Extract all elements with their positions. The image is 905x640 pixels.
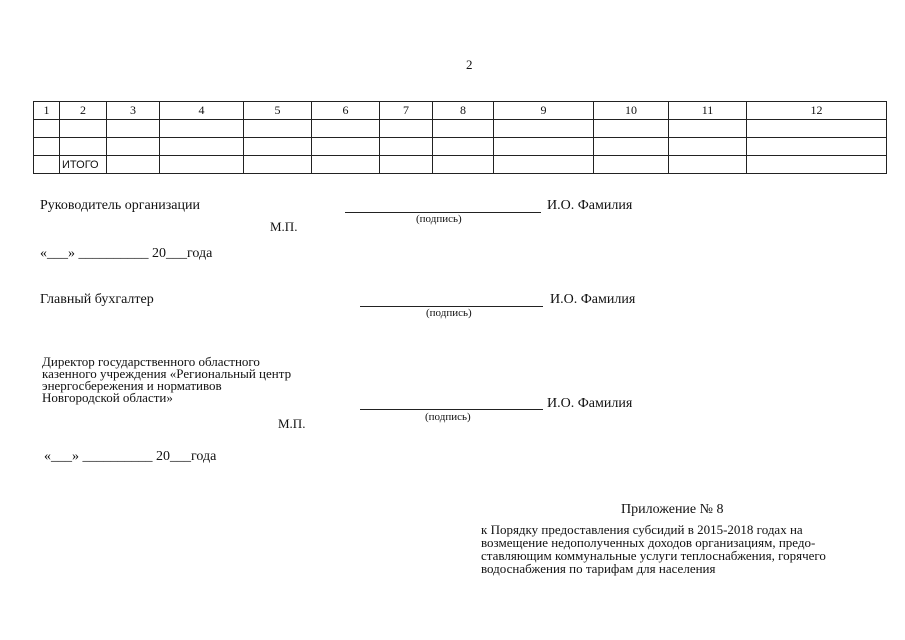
column-header: 6 [312,102,380,120]
head-name: И.О. Фамилия [547,198,633,213]
column-header: 12 [747,102,887,120]
annex-text: к Порядку предоставления субсидий в 2015-2018 годах на возмещение недополученных доходов организациям, предо- ставляющим коммунальные услуги теплоснабжения, горячего водоснабжения по тарифам для населения [481,522,826,576]
signature-line [360,409,543,410]
annex-title: Приложение № 8 [621,502,724,517]
date-month: __________ [78,246,149,261]
date-year: 20___года [156,449,217,464]
stamp-label: М.П. [278,416,306,431]
signature-caption: (подпись) [426,307,472,319]
stamp-label: М.П. [270,219,298,234]
data-table [33,101,887,174]
column-header: 11 [669,102,747,120]
column-header: 5 [244,102,312,120]
date-month: __________ [82,449,153,464]
signature-caption: (подпись) [416,213,462,225]
signature-caption: (подпись) [425,411,471,423]
accountant-label: Главный бухгалтер [40,292,154,307]
table-header-row [34,102,887,120]
director-name: И.О. Фамилия [547,396,633,411]
accountant-name: И.О. Фамилия [550,292,636,307]
total-label: ИТОГО [60,156,107,174]
table-row [34,120,887,138]
column-header: 7 [380,102,433,120]
column-header: 1 [34,102,60,120]
date-field [40,246,212,262]
column-header: 4 [160,102,244,120]
table-row [34,138,887,156]
column-header: 8 [433,102,494,120]
table-total-row [34,156,887,174]
date-year: 20___года [152,246,213,261]
director-label: Директор государственного областного казенного учреждения «Региональный центр энергосбережения и нормативов Новгородской области» [42,354,292,405]
date-day: «___» [40,246,75,261]
column-header: 2 [60,102,107,120]
column-header: 3 [107,102,160,120]
head-label: Руководитель организации [40,198,200,213]
date-day: «___» [44,449,79,464]
column-header: 9 [494,102,594,120]
column-header: 10 [594,102,669,120]
page-number: 2 [466,57,473,72]
date-field [44,449,216,465]
